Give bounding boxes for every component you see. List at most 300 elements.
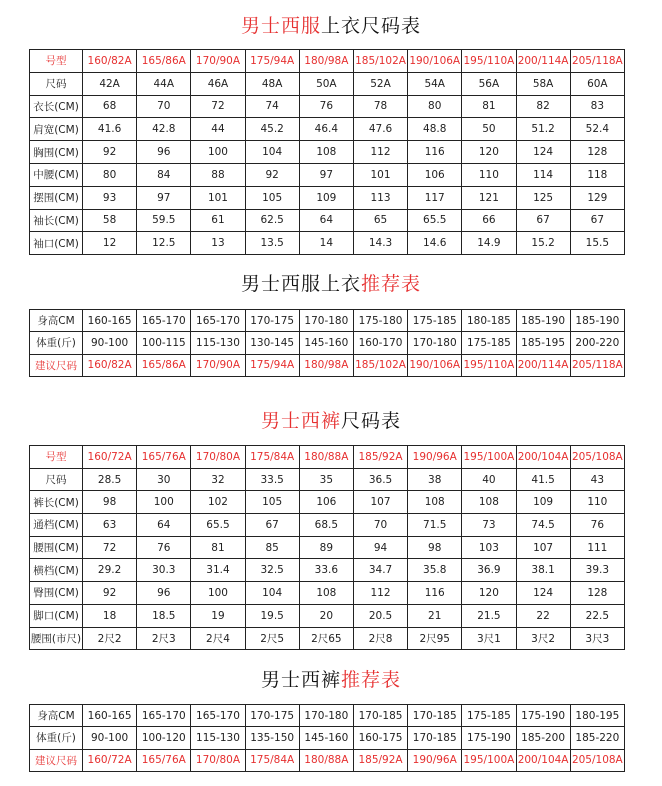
table-cell: 52.4: [570, 118, 624, 141]
table-cell: 92: [83, 141, 137, 164]
table-cell: 124: [516, 582, 570, 605]
table-cell: 106: [408, 163, 462, 186]
table-cell: 107: [353, 491, 407, 514]
table-cell: 81: [191, 536, 245, 559]
table-row: [30, 72, 625, 95]
jacket-size-table: [29, 49, 625, 255]
jacket-rec-title: [0, 272, 662, 296]
pants-size-title: [0, 409, 662, 433]
table-cell: 2尺65: [299, 627, 353, 650]
table-cell: 3尺3: [570, 627, 624, 650]
table-cell: 48.8: [408, 118, 462, 141]
table-cell: 32: [191, 468, 245, 491]
row-label: 袖口(CM): [30, 232, 83, 255]
table-cell: 96: [137, 582, 191, 605]
table-cell: 3尺2: [516, 627, 570, 650]
row-label: 衣长(CM): [30, 95, 83, 118]
row-label: 尺码: [30, 468, 83, 491]
row-label: 袖长(CM): [30, 209, 83, 232]
table-cell: 102: [191, 491, 245, 514]
table-cell: 109: [299, 186, 353, 209]
jacket-rec-title-red: 推荐表: [361, 273, 422, 295]
table-cell: 92: [245, 163, 299, 186]
table-cell: 67: [570, 209, 624, 232]
table-cell: 94: [353, 536, 407, 559]
table-cell: 22: [516, 604, 570, 627]
jacket-size-title-rest: 上衣尺码表: [321, 15, 422, 37]
table-cell: 60A: [570, 72, 624, 95]
table-cell: 64: [137, 514, 191, 537]
table-row: [30, 604, 625, 627]
table-row: [30, 559, 625, 582]
table-row: [30, 536, 625, 559]
table-cell: 160/82A: [83, 50, 137, 73]
table-cell: 85: [245, 536, 299, 559]
table-cell: 2尺8: [353, 627, 407, 650]
table-cell: 175-190: [462, 727, 516, 749]
table-cell: 44A: [137, 72, 191, 95]
table-cell: 116: [408, 582, 462, 605]
table-cell: 96: [137, 141, 191, 164]
table-cell: 112: [353, 582, 407, 605]
table-cell: 41.6: [83, 118, 137, 141]
table-cell: 180/98A: [299, 50, 353, 73]
table-cell: 18: [83, 604, 137, 627]
table-cell: 205/108A: [570, 749, 624, 771]
table-cell: 103: [462, 536, 516, 559]
table-cell: 50: [462, 118, 516, 141]
table-cell: 48A: [245, 72, 299, 95]
table-cell: 185-195: [516, 332, 570, 354]
row-label: 身高CM: [30, 310, 83, 332]
table-cell: 160-165: [83, 310, 137, 332]
table-cell: 110: [570, 491, 624, 514]
table-cell: 195/100A: [462, 749, 516, 771]
table-cell: 12.5: [137, 232, 191, 255]
table-cell: 98: [83, 491, 137, 514]
table-cell: 66: [462, 209, 516, 232]
row-label: 腰围(市尺): [30, 627, 83, 650]
table-cell: 46.4: [299, 118, 353, 141]
table-row: [30, 491, 625, 514]
table-cell: 185-220: [570, 727, 624, 749]
table-cell: 180/88A: [299, 446, 353, 469]
table-cell: 108: [408, 491, 462, 514]
row-label: 号型: [30, 446, 83, 469]
table-cell: 190/106A: [408, 50, 462, 73]
table-cell: 200/114A: [516, 50, 570, 73]
table-cell: 170-180: [299, 310, 353, 332]
table-cell: 72: [83, 536, 137, 559]
table-cell: 114: [516, 163, 570, 186]
table-cell: 2尺95: [408, 627, 462, 650]
table-cell: 115-130: [191, 727, 245, 749]
table-cell: 100: [191, 141, 245, 164]
table-cell: 108: [462, 491, 516, 514]
table-cell: 160-165: [83, 705, 137, 727]
jacket-size-title-red: 男士西服: [240, 15, 321, 37]
table-cell: 68.5: [299, 514, 353, 537]
table-cell: 33.6: [299, 559, 353, 582]
table-cell: 145-160: [299, 332, 353, 354]
table-cell: 101: [191, 186, 245, 209]
table-cell: 43: [570, 468, 624, 491]
table-cell: 41.5: [516, 468, 570, 491]
table-cell: 68: [83, 95, 137, 118]
table-cell: 22.5: [570, 604, 624, 627]
table-cell: 121: [462, 186, 516, 209]
table-cell: 64: [299, 209, 353, 232]
table-row: [30, 727, 625, 749]
table-cell: 170/80A: [191, 749, 245, 771]
table-cell: 58: [83, 209, 137, 232]
table-cell: 108: [299, 582, 353, 605]
table-cell: 175-180: [353, 310, 407, 332]
table-cell: 104: [245, 141, 299, 164]
table-cell: 36.5: [353, 468, 407, 491]
pants-rec-title-red: 推荐表: [341, 669, 402, 691]
table-cell: 165/86A: [137, 50, 191, 73]
table-row: [30, 141, 625, 164]
row-label: 胸围(CM): [30, 141, 83, 164]
table-cell: 19.5: [245, 604, 299, 627]
table-cell: 39.3: [570, 559, 624, 582]
pants-rec-title-black: 男士西裤: [260, 669, 341, 691]
table-cell: 128: [570, 582, 624, 605]
table-cell: 101: [353, 163, 407, 186]
table-cell: 78: [353, 95, 407, 118]
table-cell: 118: [570, 163, 624, 186]
table-cell: 160/72A: [83, 749, 137, 771]
table-cell: 47.6: [353, 118, 407, 141]
table-cell: 2尺2: [83, 627, 137, 650]
table-cell: 76: [570, 514, 624, 537]
table-cell: 2尺5: [245, 627, 299, 650]
table-cell: 160/82A: [83, 354, 137, 376]
table-row: [30, 627, 625, 650]
table-cell: 105: [245, 491, 299, 514]
table-cell: 21.5: [462, 604, 516, 627]
table-cell: 73: [462, 514, 516, 537]
table-row: [30, 118, 625, 141]
table-row: [30, 582, 625, 605]
table-cell: 34.7: [353, 559, 407, 582]
table-cell: 165-170: [191, 705, 245, 727]
table-row: [30, 50, 625, 73]
row-label: 中腰(CM): [30, 163, 83, 186]
table-cell: 170-180: [299, 705, 353, 727]
table-cell: 170-175: [245, 705, 299, 727]
table-cell: 50A: [299, 72, 353, 95]
table-cell: 160-175: [353, 727, 407, 749]
table-cell: 40: [462, 468, 516, 491]
table-cell: 165/76A: [137, 749, 191, 771]
table-cell: 65.5: [408, 209, 462, 232]
table-cell: 100: [191, 582, 245, 605]
table-cell: 90-100: [83, 727, 137, 749]
table-cell: 135-150: [245, 727, 299, 749]
table-cell: 185-190: [570, 310, 624, 332]
table-cell: 61: [191, 209, 245, 232]
table-row: [30, 163, 625, 186]
pants-rec-table: [29, 704, 625, 772]
table-cell: 84: [137, 163, 191, 186]
table-cell: 145-160: [299, 727, 353, 749]
table-cell: 170-185: [408, 705, 462, 727]
table-cell: 200-220: [570, 332, 624, 354]
table-cell: 124: [516, 141, 570, 164]
table-cell: 15.5: [570, 232, 624, 255]
table-cell: 180/98A: [299, 354, 353, 376]
row-label: 建议尺码: [30, 354, 83, 376]
table-cell: 195/100A: [462, 446, 516, 469]
table-row: [30, 209, 625, 232]
table-cell: 170/90A: [191, 50, 245, 73]
jacket-size-title: [0, 14, 662, 38]
table-cell: 200/104A: [516, 446, 570, 469]
table-cell: 32.5: [245, 559, 299, 582]
table-cell: 185-190: [516, 310, 570, 332]
table-row: [30, 749, 625, 771]
table-cell: 76: [137, 536, 191, 559]
pants-size-title-rest: 尺码表: [341, 410, 402, 432]
table-cell: 100-115: [137, 332, 191, 354]
table-cell: 165-170: [191, 310, 245, 332]
row-label: 脚口(CM): [30, 604, 83, 627]
table-cell: 88: [191, 163, 245, 186]
table-cell: 20.5: [353, 604, 407, 627]
table-cell: 107: [516, 536, 570, 559]
jacket-rec-table: [29, 309, 625, 377]
table-cell: 130-145: [245, 332, 299, 354]
table-cell: 65.5: [191, 514, 245, 537]
table-cell: 200/114A: [516, 354, 570, 376]
table-cell: 190/96A: [408, 749, 462, 771]
table-cell: 112: [353, 141, 407, 164]
table-cell: 113: [353, 186, 407, 209]
table-cell: 115-130: [191, 332, 245, 354]
table-cell: 205/118A: [570, 354, 624, 376]
table-cell: 31.4: [191, 559, 245, 582]
table-cell: 71.5: [408, 514, 462, 537]
table-cell: 104: [245, 582, 299, 605]
table-cell: 160-170: [353, 332, 407, 354]
table-cell: 170-180: [408, 332, 462, 354]
row-label: 肩宽(CM): [30, 118, 83, 141]
row-label: 裤长(CM): [30, 491, 83, 514]
table-cell: 170/80A: [191, 446, 245, 469]
row-label: 身高CM: [30, 705, 83, 727]
table-cell: 35: [299, 468, 353, 491]
table-cell: 18.5: [137, 604, 191, 627]
table-cell: 175/94A: [245, 50, 299, 73]
row-label: 横档(CM): [30, 559, 83, 582]
table-cell: 80: [408, 95, 462, 118]
table-cell: 90-100: [83, 332, 137, 354]
table-cell: 2尺4: [191, 627, 245, 650]
table-cell: 165/86A: [137, 354, 191, 376]
table-cell: 170-175: [245, 310, 299, 332]
table-cell: 93: [83, 186, 137, 209]
table-row: [30, 95, 625, 118]
table-cell: 110: [462, 163, 516, 186]
row-label: 腰围(CM): [30, 536, 83, 559]
table-cell: 70: [353, 514, 407, 537]
table-cell: 170/90A: [191, 354, 245, 376]
row-label: 摆围(CM): [30, 186, 83, 209]
table-cell: 205/118A: [570, 50, 624, 73]
table-cell: 195/110A: [462, 50, 516, 73]
table-cell: 170-185: [353, 705, 407, 727]
jacket-rec-title-black: 男士西服上衣: [240, 273, 361, 295]
table-cell: 42A: [83, 72, 137, 95]
table-cell: 82: [516, 95, 570, 118]
table-row: [30, 354, 625, 376]
table-cell: 190/96A: [408, 446, 462, 469]
table-cell: 74.5: [516, 514, 570, 537]
table-cell: 67: [516, 209, 570, 232]
table-cell: 45.2: [245, 118, 299, 141]
table-cell: 175-190: [516, 705, 570, 727]
table-cell: 117: [408, 186, 462, 209]
table-cell: 62.5: [245, 209, 299, 232]
table-cell: 38.1: [516, 559, 570, 582]
table-cell: 38: [408, 468, 462, 491]
table-cell: 52A: [353, 72, 407, 95]
table-cell: 180-185: [462, 310, 516, 332]
table-cell: 125: [516, 186, 570, 209]
table-cell: 89: [299, 536, 353, 559]
table-row: [30, 232, 625, 255]
table-cell: 3尺1: [462, 627, 516, 650]
table-cell: 80: [83, 163, 137, 186]
table-cell: 14.3: [353, 232, 407, 255]
table-cell: 83: [570, 95, 624, 118]
table-cell: 129: [570, 186, 624, 209]
table-cell: 15.2: [516, 232, 570, 255]
table-row: [30, 705, 625, 727]
table-cell: 46A: [191, 72, 245, 95]
table-cell: 35.8: [408, 559, 462, 582]
row-label: 号型: [30, 50, 83, 73]
table-cell: 108: [299, 141, 353, 164]
table-cell: 51.2: [516, 118, 570, 141]
table-cell: 42.8: [137, 118, 191, 141]
table-cell: 109: [516, 491, 570, 514]
table-cell: 14.9: [462, 232, 516, 255]
table-cell: 200/104A: [516, 749, 570, 771]
table-cell: 180/88A: [299, 749, 353, 771]
table-cell: 70: [137, 95, 191, 118]
table-cell: 12: [83, 232, 137, 255]
table-cell: 190/106A: [408, 354, 462, 376]
table-cell: 175-185: [408, 310, 462, 332]
table-cell: 13.5: [245, 232, 299, 255]
row-label: 臀围(CM): [30, 582, 83, 605]
table-cell: 98: [408, 536, 462, 559]
table-cell: 76: [299, 95, 353, 118]
table-cell: 128: [570, 141, 624, 164]
table-cell: 111: [570, 536, 624, 559]
table-cell: 120: [462, 141, 516, 164]
table-cell: 56A: [462, 72, 516, 95]
table-cell: 14: [299, 232, 353, 255]
row-label: 建议尺码: [30, 749, 83, 771]
table-cell: 58A: [516, 72, 570, 95]
table-cell: 81: [462, 95, 516, 118]
table-cell: 105: [245, 186, 299, 209]
pants-rec-title: [0, 668, 662, 692]
table-cell: 175/94A: [245, 354, 299, 376]
table-cell: 65: [353, 209, 407, 232]
table-cell: 19: [191, 604, 245, 627]
table-row: [30, 514, 625, 537]
table-cell: 170-185: [408, 727, 462, 749]
table-cell: 74: [245, 95, 299, 118]
table-cell: 175/84A: [245, 446, 299, 469]
table-cell: 30: [137, 468, 191, 491]
table-cell: 97: [137, 186, 191, 209]
table-cell: 175/84A: [245, 749, 299, 771]
table-cell: 175-185: [462, 332, 516, 354]
table-cell: 33.5: [245, 468, 299, 491]
table-cell: 67: [245, 514, 299, 537]
table-cell: 205/108A: [570, 446, 624, 469]
table-cell: 54A: [408, 72, 462, 95]
table-cell: 160/72A: [83, 446, 137, 469]
table-cell: 63: [83, 514, 137, 537]
table-cell: 72: [191, 95, 245, 118]
table-cell: 14.6: [408, 232, 462, 255]
pants-size-table: [29, 445, 625, 650]
table-cell: 195/110A: [462, 354, 516, 376]
table-cell: 106: [299, 491, 353, 514]
table-cell: 20: [299, 604, 353, 627]
table-cell: 44: [191, 118, 245, 141]
table-cell: 100-120: [137, 727, 191, 749]
table-cell: 175-185: [462, 705, 516, 727]
table-cell: 116: [408, 141, 462, 164]
table-cell: 30.3: [137, 559, 191, 582]
table-cell: 59.5: [137, 209, 191, 232]
row-label: 体重(斤): [30, 332, 83, 354]
table-cell: 21: [408, 604, 462, 627]
row-label: 体重(斤): [30, 727, 83, 749]
table-row: [30, 468, 625, 491]
row-label: 通档(CM): [30, 514, 83, 537]
table-cell: 165-170: [137, 310, 191, 332]
table-cell: 185-200: [516, 727, 570, 749]
table-cell: 100: [137, 491, 191, 514]
table-row: [30, 332, 625, 354]
table-cell: 165-170: [137, 705, 191, 727]
table-cell: 92: [83, 582, 137, 605]
table-cell: 2尺3: [137, 627, 191, 650]
pants-size-title-red: 男士西裤: [260, 410, 341, 432]
table-row: [30, 446, 625, 469]
table-row: [30, 186, 625, 209]
table-cell: 185/102A: [353, 354, 407, 376]
table-cell: 28.5: [83, 468, 137, 491]
table-cell: 185/102A: [353, 50, 407, 73]
table-cell: 29.2: [83, 559, 137, 582]
table-cell: 165/76A: [137, 446, 191, 469]
table-row: [30, 310, 625, 332]
table-cell: 120: [462, 582, 516, 605]
row-label: 尺码: [30, 72, 83, 95]
table-cell: 180-195: [570, 705, 624, 727]
table-cell: 185/92A: [353, 446, 407, 469]
